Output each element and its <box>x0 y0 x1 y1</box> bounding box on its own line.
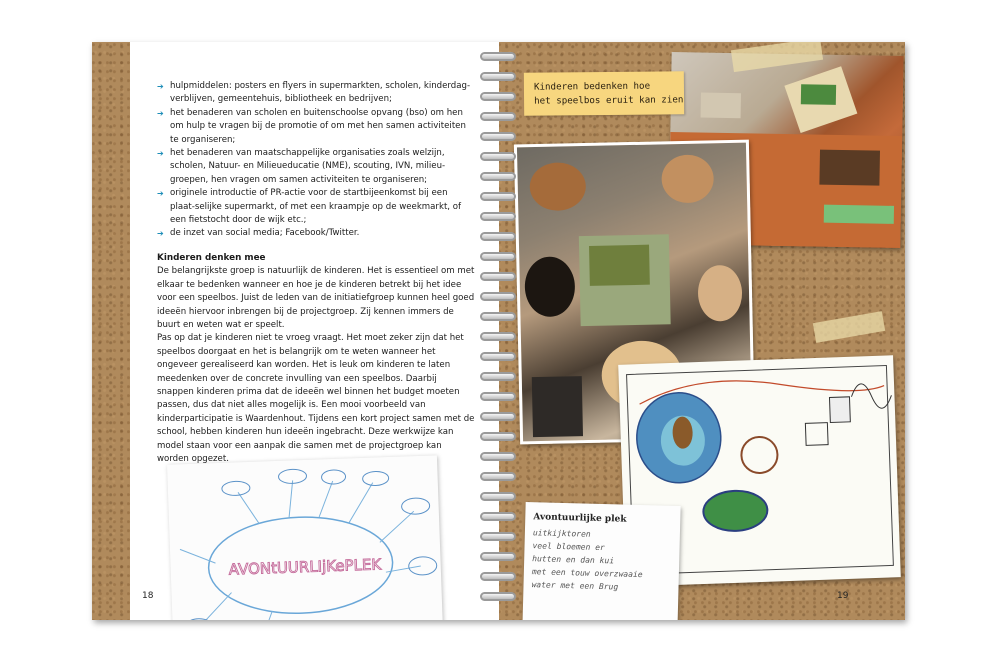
spiral-ring <box>480 392 516 401</box>
spiral-ring <box>480 252 516 261</box>
arrow-icon: ➔ <box>157 108 164 118</box>
spiral-ring <box>480 152 516 161</box>
paragraph-2: Pas op dat je kinderen niet te vroeg vraagt. Het moet zeker zijn dat het speelbos doorgaat en het is belangrijk om te weten wanneer het ongeveer gerealiseerd kan worden. Het is leuk om kinderen te laten meedenken over de concrete invulling van een speelbos. Daarbij snappen kinderen prima dat de ideeën wel binnen het budget moeten passen, dus dat niet alles mogelijk is. Een mooi voorbeeld van kinderparticipatie is Waardenhout. Tijdens een kort project samen met de school, hebben kinderen hun ideeën ingebracht. Deze werkwijze kan model staan voor een aanpak die samen met de projectgroep kan worden opgezet. <box>157 333 475 464</box>
left-text-column <box>157 80 475 466</box>
spiral-ring <box>480 132 516 141</box>
spiral-ring <box>480 512 516 521</box>
spiral-ring <box>480 472 516 481</box>
spiral-ring <box>480 292 516 301</box>
caption-line-1: Kinderen bedenken hoe <box>533 80 651 93</box>
note-line: met een touw overzwaaie <box>531 567 643 580</box>
spiral-ring <box>480 92 516 101</box>
note-title: Avontuurlijke plek <box>533 512 627 525</box>
book-spread <box>92 42 905 620</box>
spiral-ring <box>480 372 516 381</box>
spiral-ring <box>480 272 516 281</box>
note-line: water met een Brug <box>531 580 619 592</box>
bullet-item: ➔ het benaderen van maatschappelijke organisaties zoals welzijn, scholen, Natuur- en Milieueducatie (NME), scouting, IVN, milieu-groepen, hen vragen om samen activiteiten te organiseren; <box>157 148 446 185</box>
bullet-item: ➔ het benaderen van scholen en buitenschoolse opvang (bso) om hen om hulp te vragen bij de promotie of om met hen samen activiteiten te organiseren; <box>157 107 466 145</box>
spiral-ring <box>480 352 516 361</box>
spiral-ring <box>480 572 516 581</box>
spiral-ring <box>480 212 516 221</box>
mindmap-sketch <box>167 455 443 620</box>
arrow-icon: ➔ <box>157 189 164 199</box>
spiral-ring <box>480 52 516 61</box>
spiral-ring <box>480 592 516 601</box>
bullet-item: ➔ de inzet van social media; Facebook/Twitter. <box>157 227 475 240</box>
section-title: Kinderen denken mee <box>157 252 266 263</box>
handwritten-note <box>522 502 680 620</box>
bullet-list <box>157 80 475 241</box>
bullet-item: ➔ originele introductie of PR-actie voor de startbijeenkomst bij een plaat-selijke supermarkt, of met een kraampje op de weekmarkt, of een fietstocht door de wijk etc.; <box>157 188 462 226</box>
spiral-ring <box>480 412 516 421</box>
arrow-icon: ➔ <box>157 229 164 239</box>
spiral-ring <box>480 492 516 501</box>
bullet-item: ➔ hulpmiddelen: posters en flyers in supermarkten, scholen, kinderdag-verblijven, gemeentehuis, bibliotheek en bedrijven; <box>157 81 471 105</box>
paragraph-1: De belangrijkste groep is natuurlijk de kinderen. Het is essentieel om met elkaar te bedenken wanneer en hoe je de kinderen betrekt bij het idee voor een speelbos. Juist de leden van de initiatiefgroep kunnen heel goed ideeën hiervoor inbrengen bij de projectgroep. Zij kennen immers de buurt en weten wat er speelt. <box>157 266 475 330</box>
page-number-right: 19 <box>837 591 849 601</box>
note-line: veel bloemen er <box>532 541 605 553</box>
spiral-ring <box>480 552 516 561</box>
spiral-ring <box>480 312 516 321</box>
spiral-ring <box>480 232 516 241</box>
arrow-icon: ➔ <box>157 82 164 91</box>
spiral-ring <box>480 532 516 541</box>
spiral-ring <box>480 112 516 121</box>
note-line: hutten en dan kui <box>532 554 615 566</box>
spiral-ring <box>480 432 516 441</box>
spiral-binding <box>480 52 516 612</box>
spiral-ring <box>480 192 516 201</box>
note-line: uitkijktoren <box>532 528 591 539</box>
spiral-ring <box>480 172 516 181</box>
spiral-ring <box>480 332 516 341</box>
caption-line-2: het speelbos eruit kan zien <box>534 94 684 107</box>
mindmap-word: AVONtUURLIjKePLEK <box>228 555 382 579</box>
photo-caption-label <box>524 71 684 115</box>
spiral-ring <box>480 452 516 461</box>
arrow-icon: ➔ <box>157 149 164 159</box>
spiral-ring <box>480 72 516 81</box>
page-number-left: 18 <box>142 591 154 601</box>
mindmap-drawing <box>167 455 443 620</box>
